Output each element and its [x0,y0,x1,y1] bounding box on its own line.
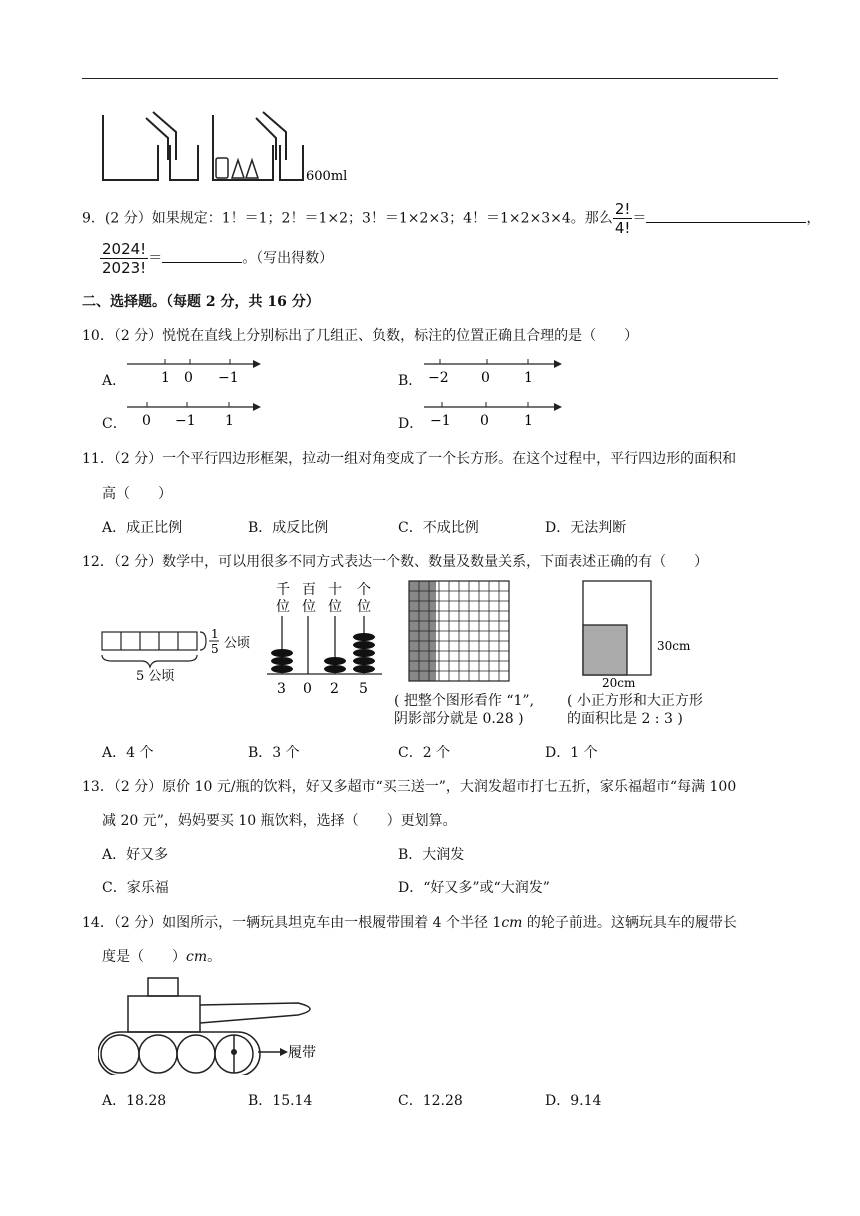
q12-place-tens-bot: 位 [328,599,342,615]
q10-a-label-1: 1 [161,370,170,386]
q12-fig1-frac-den: 5 [211,642,219,656]
q14-option-b[interactable]: B．15.14 [248,1093,313,1109]
q12-place-tens-top: 十 [328,582,342,598]
q12-fig4-side: 30cm [657,639,691,653]
q14-stem-2b: 。 [207,949,222,965]
q9-eq: ＝ [632,210,647,227]
q12-option-a[interactable]: A．4 个 [102,745,154,761]
q9-answer-blank-2[interactable] [162,262,242,263]
q14-stem-line2 [102,946,221,966]
q11-option-d[interactable]: D．无法判断 [545,520,627,536]
q9-frac2-num: 2024! [102,240,147,258]
q13-stem-line1: 13．（2 分）原价 10 元/瓶的饮料，好又多超市“买三送一”，大润发超市打七五折，家乐福超市“每满 100 [82,779,737,795]
q9-answer-blank-1[interactable] [646,222,806,223]
question-9 [82,200,820,237]
q10-a-label-2: 0 [184,370,193,386]
q12-place-hundreds-bot: 位 [302,599,316,615]
section-2-title: 二、选择题。（每题 2 分，共 16 分） [82,294,320,310]
question-9-line2 [100,240,333,277]
q10-option-c-numberline[interactable] [125,399,265,429]
q14-option-c[interactable]: C．12.28 [398,1093,463,1109]
q10-d-label-1: −1 [430,413,451,429]
q10-b-label-2: 0 [481,370,490,386]
q14-unit-2: cm [186,949,208,965]
q14-unit-1: cm [501,915,523,931]
q12-fig3-caption-1: ( 把整个图形看作 “1”, [394,693,535,709]
q14-option-d[interactable]: D．9.14 [545,1093,602,1109]
q12-fig4-bottom: 20cm [602,676,636,688]
q11-stem-line1: 11．（2 分）一个平行四边形框架，拉动一组对角变成了一个长方形。在这个过程中，平行四边形的面积和 [82,451,737,467]
q13-option-d[interactable]: D．“好又多”或“大润发” [398,880,550,896]
q12-digit-hundreds: 0 [303,681,312,697]
q9-frac1-den: 4! [614,219,631,237]
q12-digit-ones: 5 [359,681,368,697]
q10-d-label-3: 1 [524,413,533,429]
q12-place-hundreds-top: 百 [302,582,316,598]
q9-eq2: ＝ [148,250,163,267]
q10-option-d-numberline[interactable] [422,399,567,429]
q13-stem-line2: 减 20 元”，妈妈要买 10 瓶饮料，选择（ ）更划算。 [102,813,457,829]
q12-option-b[interactable]: B．3 个 [248,745,300,761]
q10-option-b-letter[interactable]: B． [398,373,423,389]
q12-digit-thousands: 3 [277,681,286,697]
q13-option-c[interactable]: C．家乐福 [102,880,169,896]
q14-track-label: 履带 [288,1045,316,1061]
q9-tail: 。（写出得数） [242,250,334,267]
q14-stem-2a: 度是（ ） [102,949,186,965]
q10-c-label-1: 0 [142,413,151,429]
label-600ml: 600ml [306,169,348,184]
q13-option-b[interactable]: B．大润发 [398,847,465,863]
q12-fig1-frac-num: 1 [211,627,219,641]
q14-stem-1a: 14．（2 分）如图所示，一辆玩具坦克车由一根履带围着 4 个半径 1 [82,915,502,931]
q12-fig4-squares [580,578,700,688]
q9-frac1-num: 2! [614,200,631,218]
q9-comma: ， [806,210,821,227]
q11-stem-line2: 高（ ） [102,486,172,502]
q11-option-b[interactable]: B．成反比例 [248,520,329,536]
q10-c-label-2: −1 [175,413,196,429]
q9-stem: 9．(2 分）如果规定：1！＝1；2！＝1×2；3！＝1×2×3；4！＝1×2×3×4。那么 [82,210,613,227]
q14-stem-1b: 的轮子前进。这辆玩具车的履带长 [522,915,737,931]
q10-option-b-numberline[interactable] [422,356,567,386]
q10-a-label-3: −1 [218,370,239,386]
q14-stem-line1 [82,912,737,932]
q12-fig4-caption-2: 的面积比是 2 : 3 ) [567,711,683,727]
q12-fig4-caption-1: ( 小正方形和大正方形 [567,693,703,709]
q12-option-d[interactable]: D．1 个 [545,745,598,761]
q10-b-label-1: −2 [428,370,449,386]
q10-option-c-letter[interactable]: C． [102,416,127,432]
q10-option-a-letter[interactable]: A． [102,373,127,389]
q9-fraction-1 [613,200,633,237]
q12-stem: 12．（2 分）数学中，可以用很多不同方式表达一个数、数量及数量关系，下面表述正确的有（ ） [82,554,709,570]
q12-option-c[interactable]: C．2 个 [398,745,451,761]
q12-fig3-caption-2: 阴影部分就是 0.28 ) [394,711,524,727]
q10-d-label-2: 0 [480,413,489,429]
q10-c-label-3: 1 [225,413,234,429]
q12-fig1-unit: 公顷 [224,636,251,651]
q9-fraction-2 [100,240,148,277]
q12-place-thousands-top: 千 [276,582,290,598]
q10-b-label-3: 1 [524,370,533,386]
q10-stem: 10．（2 分）悦悦在直线上分别标出了几组正、负数，标注的位置正确且合理的是（ ） [82,328,639,344]
q10-option-a-numberline[interactable] [125,356,265,386]
q12-fig3-grid [408,580,510,682]
q12-fig1-bottom: 5 公顷 [136,669,175,684]
q12-digit-tens: 2 [330,681,339,697]
q12-fig1-strip [98,625,258,685]
q9-frac2-den: 2023! [102,259,147,277]
q12-place-ones-top: 个 [357,582,371,598]
q11-option-c[interactable]: C．不成比例 [398,520,479,536]
beaker-figure [98,110,358,185]
q14-option-a[interactable]: A．18.28 [102,1093,167,1109]
q12-fig2-abacus [262,578,392,700]
q12-place-ones-bot: 位 [357,599,371,615]
q10-option-d-letter[interactable]: D． [398,416,424,432]
header-rule [82,78,778,79]
q12-place-thousands-bot: 位 [276,599,290,615]
q11-option-a[interactable]: A．成正比例 [102,520,183,536]
q14-tank-figure [98,975,338,1075]
q13-option-a[interactable]: A．好又多 [102,847,169,863]
